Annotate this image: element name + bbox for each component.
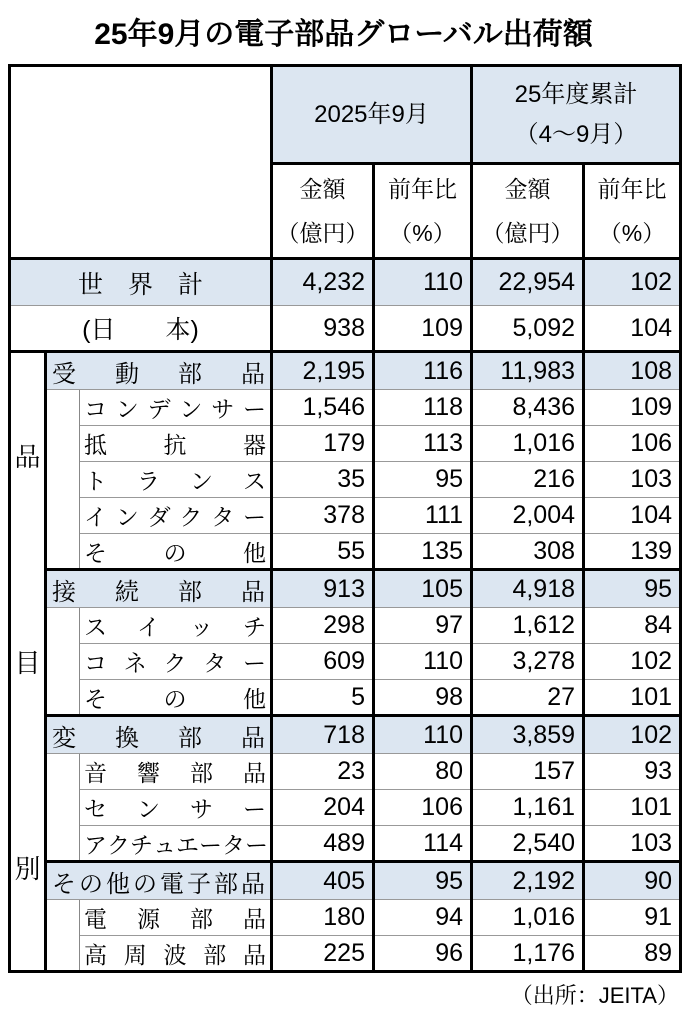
yoy-cell-current: 110 <box>374 259 472 306</box>
amount-cell-current: 609 <box>272 644 374 680</box>
yoy-cell-current: 109 <box>374 306 472 352</box>
yoy-cell-cumulative: 93 <box>584 754 681 790</box>
yoy-cell-cumulative: 109 <box>584 390 681 426</box>
amount-cell-current: 378 <box>272 498 374 534</box>
item-label-text: 音 響 部 品 <box>84 760 266 786</box>
item-label <box>80 608 272 644</box>
header-period-cumulative-line1: 25年度累計 <box>514 80 638 108</box>
amount-cell-cumulative: 27 <box>472 680 584 716</box>
table-row <box>10 534 681 570</box>
amount-cell-current: 718 <box>272 716 374 754</box>
yoy-cell-cumulative: 103 <box>584 826 681 862</box>
group-label <box>46 570 272 608</box>
amount-cell-cumulative: 4,918 <box>472 570 584 608</box>
table-row <box>10 716 681 754</box>
header-row-periods <box>10 66 681 164</box>
yoy-cell-cumulative: 139 <box>584 534 681 570</box>
yoy-cell-current: 105 <box>374 570 472 608</box>
amount-cell-current: 180 <box>272 900 374 936</box>
table-row <box>10 936 681 972</box>
yoy-cell-cumulative: 95 <box>584 570 681 608</box>
amount-cell-cumulative: 216 <box>472 462 584 498</box>
yoy-cell-current: 135 <box>374 534 472 570</box>
item-label <box>80 900 272 936</box>
amount-cell-current: 179 <box>272 426 374 462</box>
item-label <box>80 426 272 462</box>
indent-cell <box>46 754 80 862</box>
amount-cell-current: 55 <box>272 534 374 570</box>
amount-cell-cumulative: 2,540 <box>472 826 584 862</box>
yoy-cell-current: 106 <box>374 790 472 826</box>
header-yoy-current: 前年比 （%） <box>374 164 472 259</box>
item-label <box>80 826 272 862</box>
group-label-text: 変 換 部 品 <box>52 724 265 752</box>
amount-cell-current: 2,195 <box>272 352 374 390</box>
amount-cell-current: 405 <box>272 862 374 900</box>
yoy-cell-cumulative: 90 <box>584 862 681 900</box>
header-period-cumulative-line2: （4～9月） <box>514 120 638 148</box>
yoy-cell-current: 110 <box>374 716 472 754</box>
group-label-text: 受 動 部 品 <box>52 360 265 388</box>
table-row <box>10 754 681 790</box>
amount-cell-cumulative: 22,954 <box>472 259 584 306</box>
source-note: （出所：JEITA） <box>510 983 679 1008</box>
header-period-current <box>272 66 472 164</box>
table-row <box>10 426 681 462</box>
table-row <box>10 900 681 936</box>
category-axis-chars <box>11 353 44 970</box>
group-label-text: そ の 他 の 電 子 部 品 <box>52 870 265 898</box>
yoy-cell-cumulative: 104 <box>584 306 681 352</box>
yoy-cell-current: 114 <box>374 826 472 862</box>
indent-cell <box>46 900 80 972</box>
yoy-cell-cumulative: 106 <box>584 426 681 462</box>
item-label-text: コ ネ ク タ ー <box>84 650 266 676</box>
amount-cell-cumulative: 2,004 <box>472 498 584 534</box>
item-label-text: 電 源 部 品 <box>84 906 266 932</box>
item-label <box>80 754 272 790</box>
yoy-cell-cumulative: 108 <box>584 352 681 390</box>
indent-cell <box>46 608 80 716</box>
table-row <box>10 644 681 680</box>
amount-cell-cumulative: 11,983 <box>472 352 584 390</box>
yoy-cell-current: 95 <box>374 462 472 498</box>
yoy-cell-current: 116 <box>374 352 472 390</box>
yoy-cell-current: 111 <box>374 498 472 534</box>
table-row <box>10 826 681 862</box>
yoy-cell-current: 97 <box>374 608 472 644</box>
table-row <box>10 306 681 352</box>
item-label-text: 高 周 波 部 品 <box>84 941 266 968</box>
amount-cell-current: 5 <box>272 680 374 716</box>
yoy-cell-cumulative: 102 <box>584 644 681 680</box>
yoy-cell-cumulative: 84 <box>584 608 681 644</box>
item-label-text: そ の 他 <box>84 539 266 566</box>
item-label <box>80 498 272 534</box>
header-amount-cumulative: 金額 （億円） <box>472 164 584 259</box>
amount-cell-cumulative: 1,016 <box>472 900 584 936</box>
row-label: (日 本) <box>10 306 272 352</box>
table-row <box>10 570 681 608</box>
amount-cell-current: 204 <box>272 790 374 826</box>
amount-cell-cumulative: 3,859 <box>472 716 584 754</box>
item-label <box>80 644 272 680</box>
item-label-text: ス イ ッ チ <box>84 614 266 640</box>
table-row <box>10 680 681 716</box>
amount-cell-cumulative: 8,436 <box>472 390 584 426</box>
corner-cell <box>10 66 272 259</box>
amount-cell-cumulative: 308 <box>472 534 584 570</box>
yoy-cell-current: 113 <box>374 426 472 462</box>
amount-cell-current: 225 <box>272 936 374 972</box>
item-label-text: コ ン デ ン サ ー <box>84 396 266 422</box>
amount-cell-cumulative: 3,278 <box>472 644 584 680</box>
header-yoy-cumulative: 前年比 （%） <box>584 164 681 259</box>
category-axis-char: 目 <box>14 647 41 678</box>
amount-cell-current: 35 <box>272 462 374 498</box>
item-label-text: ア ク チ ュ エ ー タ ー <box>84 831 268 858</box>
table-row <box>10 498 681 534</box>
item-label-text: ト ラ ン ス <box>84 468 266 494</box>
header-amount-current: 金額 （億円） <box>272 164 374 259</box>
header-period-cumulative <box>472 66 681 164</box>
amount-cell-current: 1,546 <box>272 390 374 426</box>
yoy-cell-cumulative: 91 <box>584 900 681 936</box>
group-label-text: 接 続 部 品 <box>52 578 265 606</box>
amount-cell-cumulative: 1,016 <box>472 426 584 462</box>
yoy-cell-cumulative: 89 <box>584 936 681 972</box>
group-label <box>46 862 272 900</box>
page-title: 25年9月の電子部品グローバル出荷額 <box>94 18 593 51</box>
row-label: 世 界 計 <box>10 259 272 306</box>
amount-cell-cumulative: 5,092 <box>472 306 584 352</box>
group-label <box>46 352 272 390</box>
item-label-text: 抵 抗 器 <box>84 432 266 458</box>
item-label-text: そ の 他 <box>84 685 266 712</box>
table-row <box>10 862 681 900</box>
shipment-table <box>8 64 682 973</box>
table-row <box>10 259 681 306</box>
amount-cell-cumulative: 1,161 <box>472 790 584 826</box>
yoy-cell-cumulative: 102 <box>584 716 681 754</box>
yoy-cell-current: 118 <box>374 390 472 426</box>
category-axis-label <box>10 352 46 972</box>
yoy-cell-current: 98 <box>374 680 472 716</box>
item-label-text: セ ン サ ー <box>84 796 266 822</box>
item-label <box>80 790 272 826</box>
item-label <box>80 390 272 426</box>
yoy-cell-cumulative: 102 <box>584 259 681 306</box>
yoy-cell-cumulative: 101 <box>584 790 681 826</box>
amount-cell-cumulative: 2,192 <box>472 862 584 900</box>
table-row <box>10 608 681 644</box>
amount-cell-current: 23 <box>272 754 374 790</box>
amount-cell-cumulative: 1,612 <box>472 608 584 644</box>
header-period-current-label: 2025年9月 <box>314 100 429 128</box>
amount-cell-current: 298 <box>272 608 374 644</box>
amount-cell-current: 4,232 <box>272 259 374 306</box>
yoy-cell-current: 80 <box>374 754 472 790</box>
group-label <box>46 716 272 754</box>
amount-cell-cumulative: 157 <box>472 754 584 790</box>
amount-cell-current: 489 <box>272 826 374 862</box>
item-label <box>80 936 272 972</box>
yoy-cell-current: 110 <box>374 644 472 680</box>
table-row <box>10 390 681 426</box>
indent-cell <box>46 390 80 570</box>
item-label <box>80 462 272 498</box>
yoy-cell-cumulative: 103 <box>584 462 681 498</box>
item-label <box>80 534 272 570</box>
amount-cell-current: 913 <box>272 570 374 608</box>
yoy-cell-cumulative: 104 <box>584 498 681 534</box>
item-label <box>80 680 272 716</box>
amount-cell-current: 938 <box>272 306 374 352</box>
amount-cell-cumulative: 1,176 <box>472 936 584 972</box>
yoy-cell-current: 94 <box>374 900 472 936</box>
category-axis-char: 品 <box>14 442 41 473</box>
table-row <box>10 790 681 826</box>
category-axis-char: 別 <box>14 853 41 884</box>
yoy-cell-cumulative: 101 <box>584 680 681 716</box>
yoy-cell-current: 95 <box>374 862 472 900</box>
yoy-cell-current: 96 <box>374 936 472 972</box>
item-label-text: イ ン ダ ク タ ー <box>84 504 266 530</box>
table-row <box>10 462 681 498</box>
table-row <box>10 352 681 390</box>
